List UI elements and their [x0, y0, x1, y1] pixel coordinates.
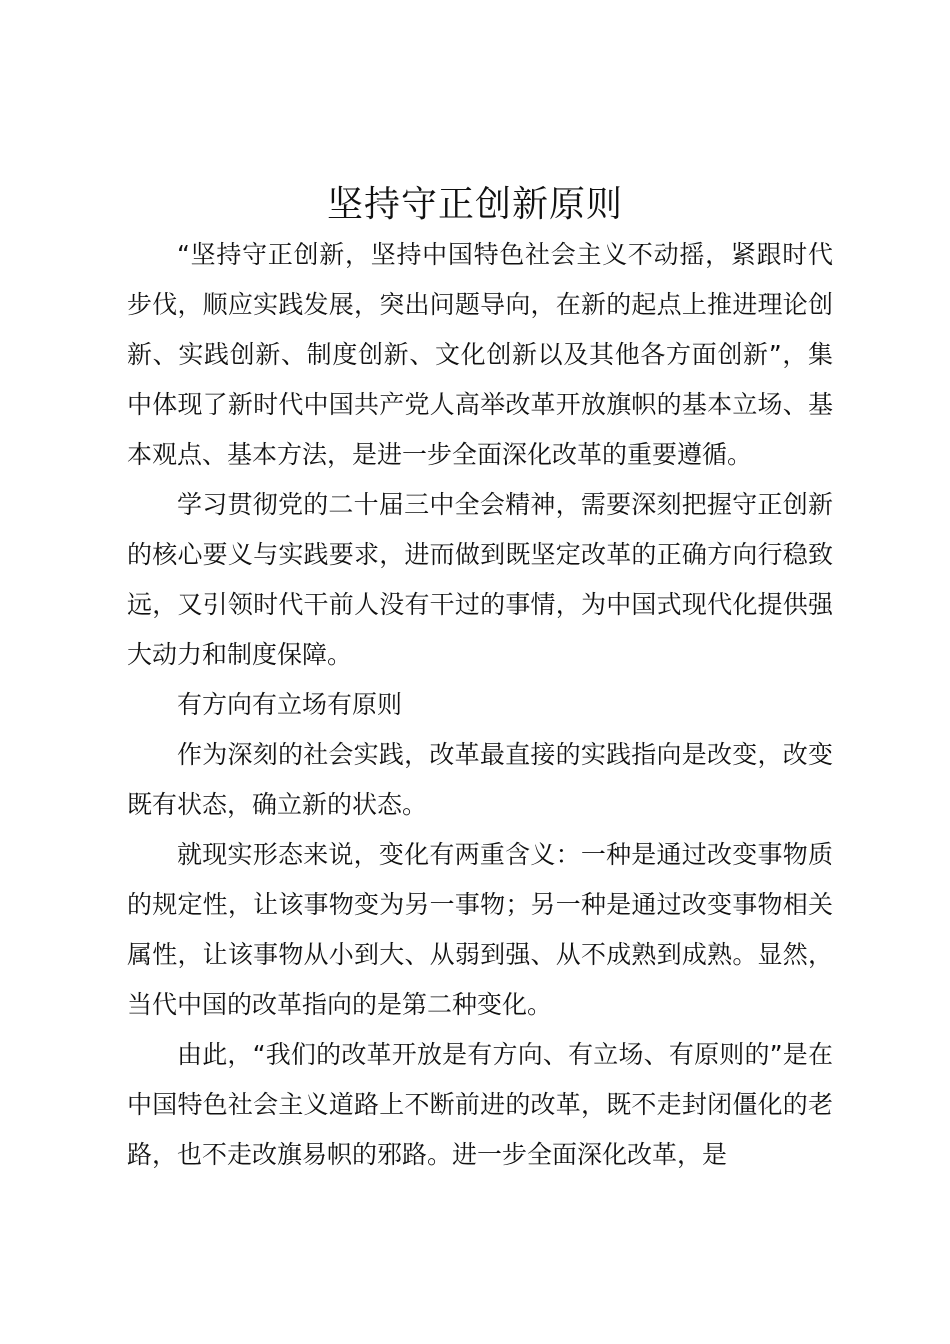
paragraph-2: 学习贯彻党的二十届三中全会精神，需要深刻把握守正创新的核心要义与实践要求，进而做到既坚定改革的正确方向行稳致远，又引领时代干前人没有干过的事情，为中国式现代化提供强大动力和制度保障。 [127, 490, 833, 669]
paragraph-5: 由此，“我们的改革开放是有方向、有立场、有原则的”是在中国特色社会主义道路上不断前进的改革，既不走封闭僵化的老路，也不走改旗易帜的邪路。进一步全面深化改革，是 [127, 1040, 833, 1169]
section-heading: 有方向有立场有原则 [177, 690, 403, 719]
document-title: 坚持守正创新原则 [326, 184, 623, 225]
paragraph-4: 就现实形态来说，变化有两重含义：一种是通过改变事物质的规定性，让该事物变为另一事物；另一种是通过改变事物相关属性，让该事物从小到大、从弱到强、从不成熟到成熟。显然，当代中国的改革指向的是第二种变化。 [127, 840, 833, 1019]
document-body [127, 230, 833, 1180]
paragraph-1: “坚持守正创新，坚持中国特色社会主义不动摇，紧跟时代步伐，顺应实践发展，突出问题导向，在新的起点上推进理论创新、实践创新、制度创新、文化创新以及其他各方面创新”，集中体现了新时代中国共产党人高举改革开放旗帜的基本立场、基本观点、基本方法，是进一步全面深化改革的重要遵循。 [127, 240, 833, 469]
paragraph-3: 作为深刻的社会实践，改革最直接的实践指向是改变，改变既有状态，确立新的状态。 [127, 740, 833, 819]
